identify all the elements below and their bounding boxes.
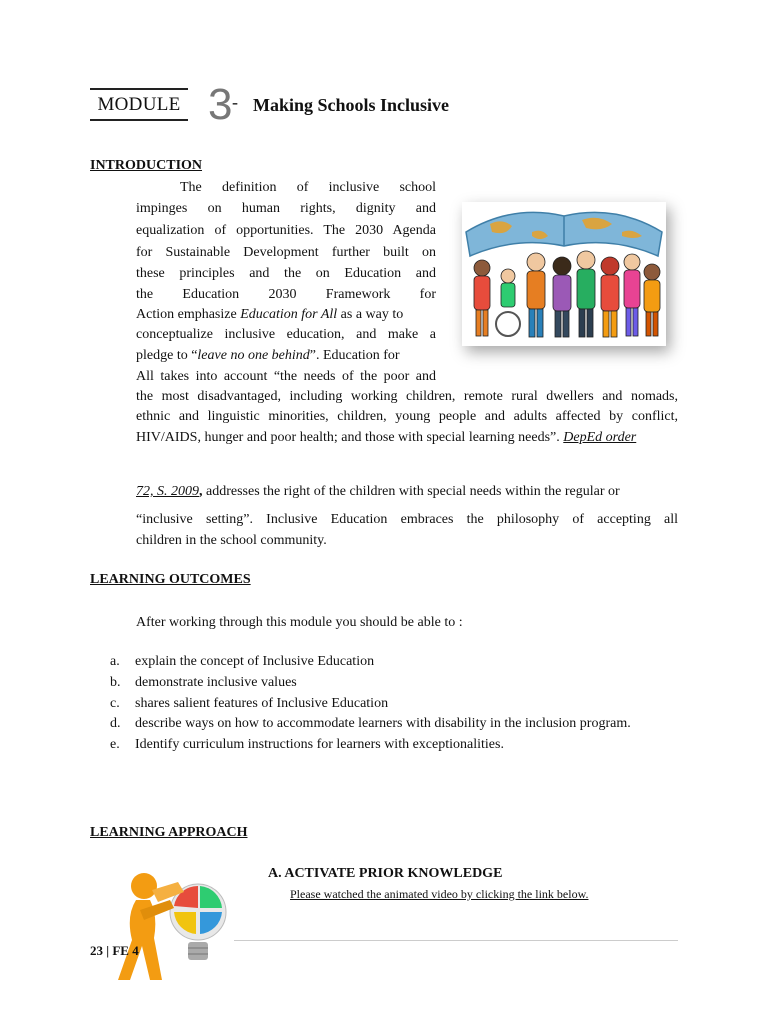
page-number: 23 | FE 4	[90, 943, 139, 958]
education-for-all-emphasis: Education for All	[240, 307, 338, 322]
puzzle-lightbulb-icon	[102, 866, 234, 990]
activate-prior-knowledge-title: A. ACTIVATE PRIOR KNOWLEDGE	[268, 866, 503, 881]
intro-line-16: children in the school community.	[136, 533, 327, 548]
list-marker: c.	[110, 695, 120, 711]
learning-approach-heading: LEARNING APPROACH	[90, 825, 248, 840]
list-text: explain the concept of Inclusive Education	[135, 654, 375, 669]
module-number: 3	[208, 80, 233, 129]
intro-line-6: the Education 2030 Framework for	[136, 287, 436, 302]
learning-outcomes-heading: LEARNING OUTCOMES	[90, 572, 251, 587]
deped-order-number-link[interactable]: 72, S. 2009	[136, 484, 199, 499]
introduction-heading: INTRODUCTION	[90, 158, 203, 173]
deped-order-link[interactable]: DepEd order	[563, 430, 637, 445]
intro-line-14-comma: ,	[199, 484, 203, 499]
leave-no-one-behind-emphasis: leave no one behind	[197, 348, 310, 363]
list-marker: b.	[110, 674, 121, 690]
intro-line-11: the most disadvantaged, including working children, remote rural dwellers and nomads,	[136, 389, 678, 404]
intro-line-13-text: HIV/AIDS, hunger and poor health; and those with special learning needs”.	[136, 430, 564, 445]
intro-line-8: conceptualize inclusive education, and make a	[136, 327, 436, 342]
intro-line-5: these principles and the on Education and	[136, 266, 436, 281]
list-item	[110, 694, 631, 715]
list-text: shares salient features of Inclusive Education	[135, 695, 389, 711]
list-text: demonstrate inclusive values	[135, 674, 297, 690]
footer-rule	[234, 940, 678, 941]
list-text: describe ways on how to accommodate learners with disability in the inclusion program.	[135, 716, 631, 732]
intro-line-12: ethnic and linguistic minorities, children, young people and adults affected by conflict,	[136, 409, 678, 424]
list-item	[110, 652, 631, 673]
intro-line-10: All takes into account “the needs of the poor and	[136, 369, 436, 384]
intro-line-2: impinges on human rights, dignity and	[136, 201, 436, 216]
list-text: Identify curriculum instructions for learners with exceptionalities.	[135, 737, 504, 753]
list-item	[110, 714, 631, 735]
intro-line-1: The definition of inclusive school	[180, 180, 436, 195]
list-item	[110, 673, 631, 694]
list-marker: a.	[110, 654, 120, 669]
intro-line-9	[136, 345, 436, 366]
intro-line-7	[136, 304, 436, 325]
module-label: MODULE	[90, 88, 188, 121]
intro-line-9-pre: pledge to “	[136, 348, 198, 363]
module-title: Making Schools Inclusive	[253, 95, 450, 115]
intro-line-14-text: addresses the right of the children with special needs within the regular or	[202, 484, 620, 499]
learning-outcomes-intro: After working through this module you should be able to :	[136, 615, 463, 630]
intro-line-4: for Sustainable Development further built on	[136, 245, 436, 260]
intro-line-7-pre: Action emphasize	[136, 307, 241, 322]
intro-line-14	[136, 481, 678, 502]
video-link-instruction[interactable]: Please watched the animated video by clicking the link below.	[290, 887, 589, 901]
module-dash: -	[232, 92, 238, 112]
list-item	[110, 735, 631, 756]
inclusive-children-illustration	[462, 202, 666, 346]
intro-line-9-post: ”. Education for	[309, 348, 400, 363]
intro-line-13	[136, 427, 678, 448]
intro-line-7-post: as a way to	[337, 307, 404, 322]
intro-line-15: “inclusive setting”. Inclusive Education embraces the philosophy of accepting all	[136, 512, 678, 527]
children-map-drawing	[462, 202, 666, 346]
list-marker: e.	[110, 737, 120, 753]
learning-outcomes-list	[110, 652, 631, 756]
intro-line-3: equalization of opportunities. The 2030 Agenda	[136, 223, 436, 238]
list-marker: d.	[110, 716, 121, 732]
